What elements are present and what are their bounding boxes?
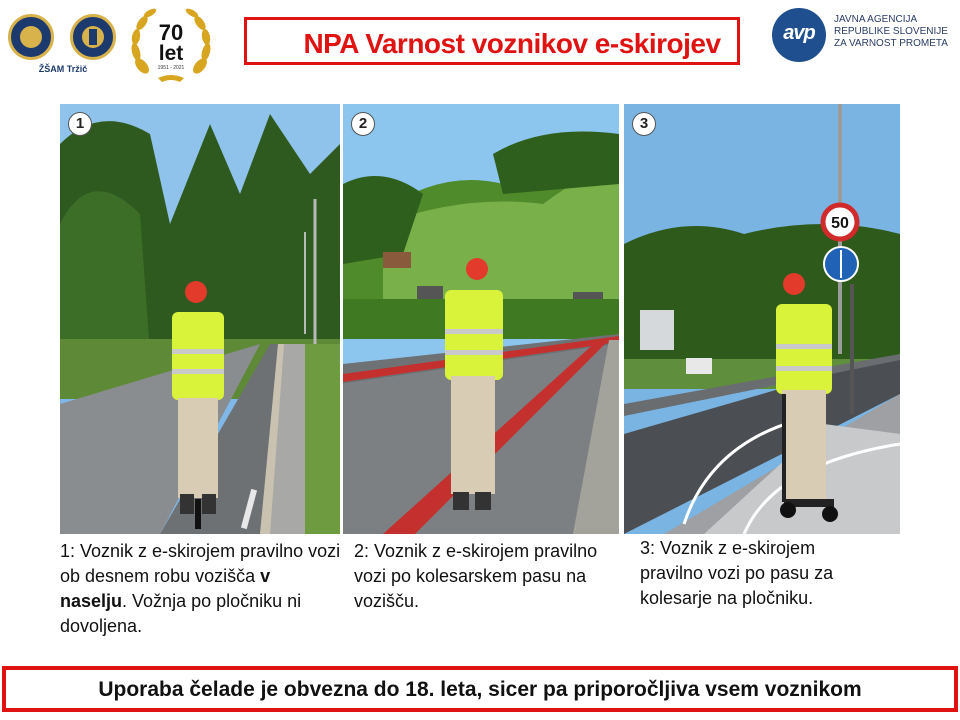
anniversary-number: 70 [158,20,184,45]
photo-2 [343,104,619,534]
caption-1 [60,539,342,639]
anniversary-years: 1951 - 2021 [157,65,185,71]
footer-box [2,666,958,712]
crest-emblem-icon [20,26,42,48]
photo-number-2: 2 [351,112,375,136]
agency-name-line-1: JAVNA AGENCIJA [834,14,918,25]
school-label: ŽŠAM Tržič [38,64,88,74]
photo-1 [60,104,340,534]
anniversary-badge [128,6,214,84]
school-crest-right [70,14,116,60]
helmet-notice: Uporaba čelade je obvezna do 18. leta, sicer pa priporočljiva vsem voznikom [98,678,862,701]
scooter-rider-icon [445,258,503,510]
agency-name-line-2: REPUBLIKE SLOVENIJE [834,26,948,37]
title-box [244,17,740,65]
caption-2: 2: Voznik z e-skirojem pravilno vozi po kolesarskem pasu na vozišču. [354,541,598,611]
agency-name-line-3: ZA VARNOST PROMETA [834,38,948,49]
caption-1-emphasis: v naselju [60,566,271,611]
caption-3: 3: Voznik z e-skirojem pravilno vozi po pasu za kolesarje na pločniku. [640,538,834,608]
photo-3 [624,104,900,534]
agency-logo [772,8,826,62]
caption-1-text: 1: Voznik z e-skirojem pravilno vozi ob desnem robu vozišča [60,541,341,586]
photo-number-3: 3 [632,112,656,136]
caption-1-text-end: . Vožnja po pločniku ni dovoljena. [60,591,302,636]
road-scene-2-illustration [343,104,619,534]
tower-icon [89,29,97,45]
road-scene-3-illustration [624,104,900,534]
anniversary-word: let [158,42,184,65]
agency-mark: avp [783,22,815,44]
cycle-pedestrian-sign-icon [824,247,858,281]
speed-limit-sign-icon [823,205,857,239]
scooter-rider-icon [172,281,224,529]
page-title: NPA Varnost voznikov e-skirojev [303,28,721,59]
road-scene-1-illustration [60,104,340,534]
school-crest-left [8,14,54,60]
speed-limit-value: 50 [831,215,849,232]
photo-number-1: 1 [68,112,92,136]
